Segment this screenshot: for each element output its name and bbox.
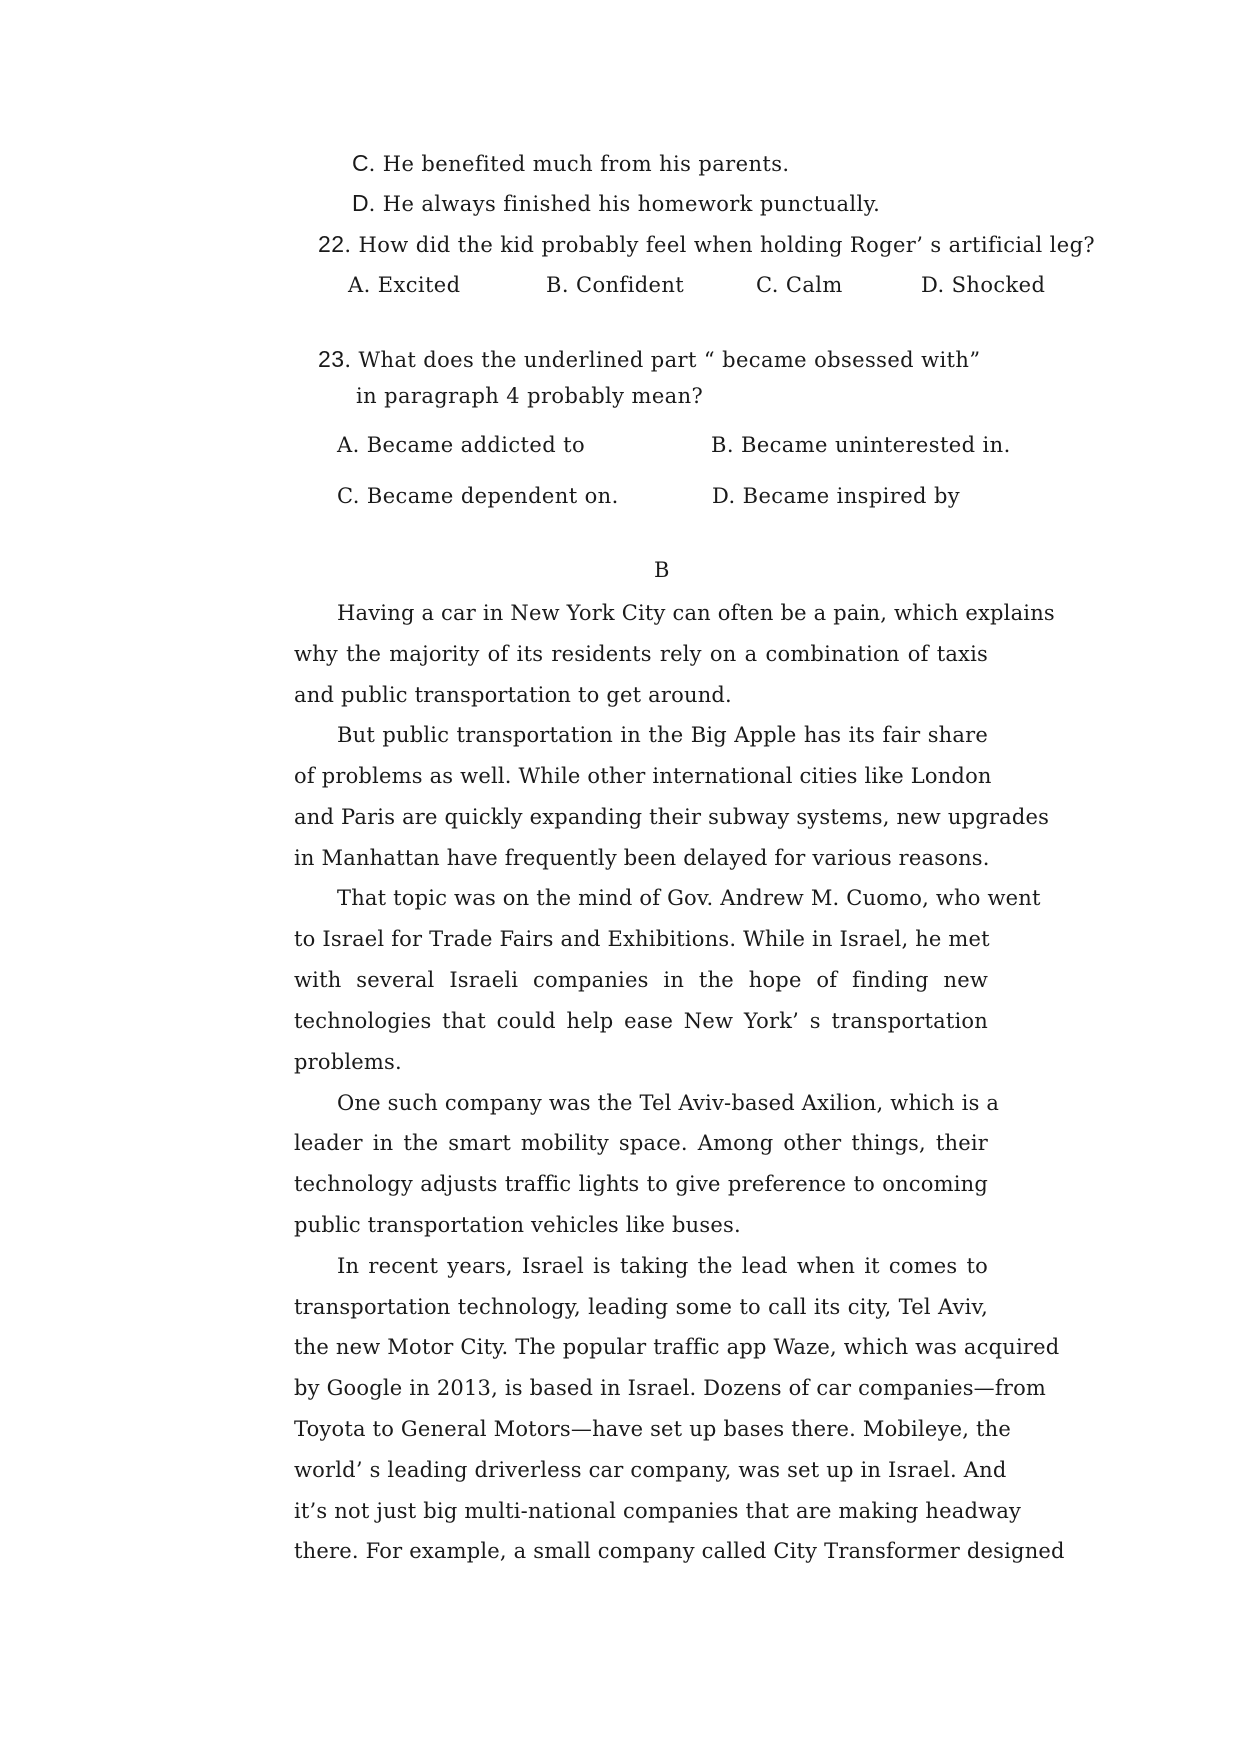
passage-line: in Manhattan have frequently been delayed for various reasons.	[294, 846, 990, 870]
passage-line: transportation technology, leading some to call its city, Tel Aviv,	[294, 1295, 988, 1319]
passage-line: But public transportation in the Big Apple has its fair share	[337, 723, 988, 747]
passage-line: by Google in 2013, is based in Israel. Dozens of car companies—from	[294, 1376, 1047, 1400]
question-number: 23	[318, 346, 345, 372]
q22-option-a: A. Excited	[348, 273, 461, 297]
question-number: 22	[318, 231, 345, 257]
passage-line: to Israel for Trade Fairs and Exhibitions. While in Israel, he met	[294, 927, 990, 951]
q21-option-c	[352, 150, 789, 177]
q23-stem	[318, 346, 980, 373]
passage-line: Having a car in New York City can often be a pain, which explains	[337, 601, 1055, 625]
option-label: C	[352, 150, 369, 176]
section-title: B	[654, 558, 670, 582]
q23-option-a: A. Became addicted to	[337, 433, 586, 457]
passage-line: world’ s leading driverless car company, was set up in Israel. And	[294, 1458, 1007, 1482]
q23-option-b: B. Became uninterested in.	[711, 433, 1011, 457]
option-label: D	[352, 190, 369, 216]
q22-option-c: C. Calm	[756, 273, 843, 297]
q23-option-c: C. Became dependent on.	[337, 484, 619, 508]
passage-line: technologies that could help ease New York’ s transportation	[294, 1009, 988, 1033]
passage-line: leader in the smart mobility space. Among other things, their	[294, 1131, 988, 1155]
passage-line: and Paris are quickly expanding their subway systems, new upgrades	[294, 805, 1050, 829]
passage-line: One such company was the Tel Aviv-based Axilion, which is a	[337, 1091, 1000, 1115]
passage-line: with several Israeli companies in the hope of finding new	[294, 968, 988, 992]
passage-line: it’s not just big multi-national companies that are making headway	[294, 1499, 1022, 1523]
passage-line: public transportation vehicles like buses.	[294, 1213, 741, 1237]
q22-option-d: D. Shocked	[921, 273, 1046, 297]
passage-line: why the majority of its residents rely on a combination of taxis	[294, 642, 988, 666]
passage-line: there. For example, a small company called City Transformer designed	[294, 1539, 1065, 1563]
q21-option-d	[352, 190, 880, 217]
passage-line: the new Motor City. The popular traffic app Waze, which was acquired	[294, 1335, 1060, 1359]
passage-line: That topic was on the mind of Gov. Andrew M. Cuomo, who went	[337, 886, 1041, 910]
option-text: . He always finished his homework punctually.	[368, 192, 881, 216]
q22-stem	[318, 231, 1095, 258]
passage-line: Toyota to General Motors—have set up bases there. Mobileye, the	[294, 1417, 1011, 1441]
question-text: . What does the underlined part “ became obsessed with”	[344, 348, 981, 372]
passage-line: and public transportation to get around.	[294, 683, 732, 707]
passage-line: In recent years, Israel is taking the lead when it comes to	[337, 1254, 988, 1278]
q23-option-d: D. Became inspired by	[712, 484, 961, 508]
passage-line: of problems as well. While other international cities like London	[294, 764, 992, 788]
option-text: . He benefited much from his parents.	[368, 152, 790, 176]
passage-line: problems.	[294, 1050, 402, 1074]
q23-stem-line2: in paragraph 4 probably mean?	[356, 384, 704, 408]
q22-option-b: B. Confident	[546, 273, 685, 297]
passage-line: technology adjusts traffic lights to give preference to oncoming	[294, 1172, 988, 1196]
question-text: . How did the kid probably feel when holding Roger’ s artificial leg?	[344, 233, 1096, 257]
